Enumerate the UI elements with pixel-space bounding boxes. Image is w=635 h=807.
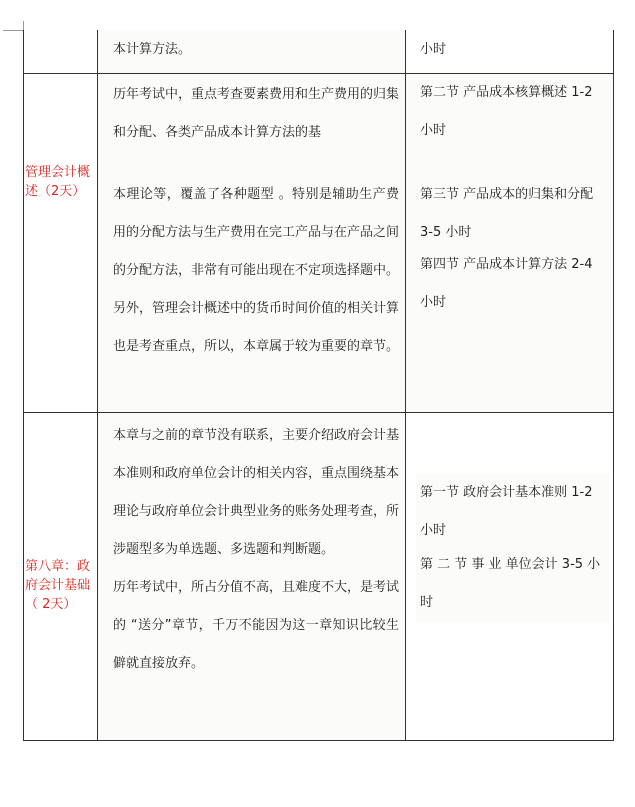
chapter-cell — [24, 74, 98, 413]
table-row — [24, 413, 614, 741]
section-item: 第三节 产品成本的归集和分配 3-5 小时 — [420, 187, 594, 240]
section-item: 第四节 产品成本计算方法 2-4 小时 — [420, 257, 593, 310]
description-text: 本理论等，覆盖了各种题型 。特别是辅助生产费用的分配方法与生产费用在完工产品与在产品之间的分配方法，非常有可能出现在不定项选择题中。另外，管理会计概述中的货币时间价值的相关计算也是考查重点，所以，本章属于较为重要的章节。 — [113, 187, 400, 354]
sections-cell — [406, 413, 614, 741]
description-text: 本计算方法。 — [113, 42, 192, 57]
sections-cell — [406, 30, 614, 74]
sections-shaded-block — [416, 474, 609, 622]
chapter-cell — [24, 413, 98, 741]
section-item: 第一节 政府会计基本准则 1-2 小时 — [420, 485, 593, 538]
section-item: 第二节 产品成本核算概述 1-2 小时 — [420, 85, 593, 138]
description-text: 历年考试中，所占分值不高，且难度不大，是考试的 “送分”章节，千万不能因为这一章知识比较生僻就直接放弃。 — [113, 580, 400, 671]
description-cell — [98, 413, 406, 741]
section-item: 小时 — [420, 42, 447, 57]
chapter-title: 第八章：政府会计基础（ 2天） — [25, 559, 91, 612]
description-cell — [98, 74, 406, 413]
description-cell — [98, 30, 406, 74]
table-row — [24, 30, 614, 74]
chapter-title: 管理会计概述（2天） — [25, 165, 91, 199]
sections-cell — [406, 74, 614, 413]
section-item: 第 二 节 事 业 单位会计 3-5 小时 — [420, 557, 601, 610]
description-text: 历年考试中，重点考查要素费用和生产费用的归集和分配、各类产品成本计算方法的基 — [113, 87, 400, 140]
study-plan-table — [23, 30, 614, 741]
description-text: 本章与之前的章节没有联系，主要介绍政府会计基本准则和政府单位会计的相关内容，重点围绕基本理论与政府单位会计典型业务的账务处理考查，所涉题型多为单选题、多选题和判断题。 — [113, 428, 400, 557]
page-corner-mark-horizontal — [3, 30, 23, 31]
chapter-cell — [24, 30, 98, 74]
study-plan-table-container — [23, 30, 613, 720]
table-row — [24, 74, 614, 413]
